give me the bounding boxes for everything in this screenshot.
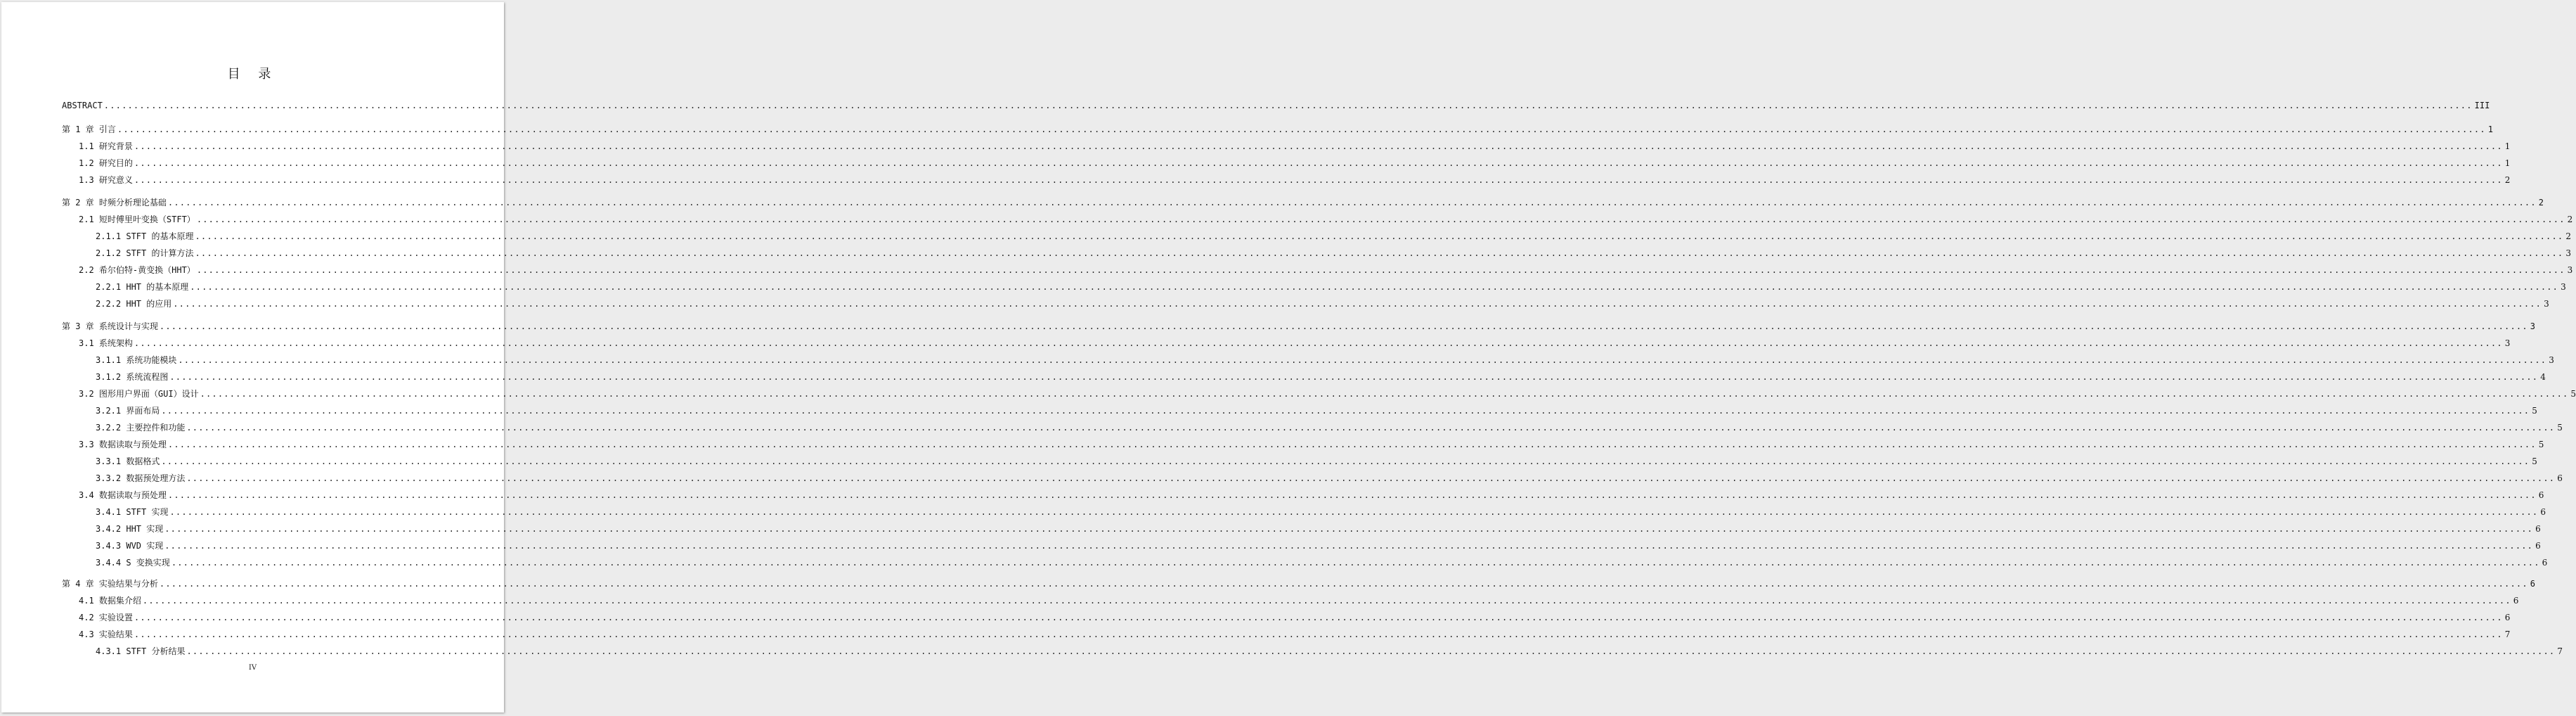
toc-entry-title: 4.3.1 STFT 分析结果 (96, 646, 186, 656)
toc-entry[interactable] (79, 489, 2544, 501)
toc-entry-title: 2.2 希尔伯特-黄变换（HHT） (79, 265, 195, 275)
dot-leader: ................................................................................................................................................................................................................................................................................................................................................................................................................ (159, 579, 2528, 589)
toc-entry[interactable] (79, 337, 2511, 350)
toc-entry-page: 1 (2504, 141, 2511, 151)
dot-leader: ................................................................................................................................................................................................................................................................................................................................................................................................................ (167, 198, 2537, 207)
dot-leader: ................................................................................................................................................................................................................................................................................................................................................................................................................ (161, 456, 2530, 466)
dot-leader: ................................................................................................................................................................................................................................................................................................................................................................................................................ (159, 321, 2528, 331)
toc-entry-page: 2 (2567, 215, 2573, 224)
toc-entry-title: 4.2 实验设置 (79, 613, 133, 622)
toc-entry-title: 3.3.1 数据格式 (96, 456, 160, 466)
toc-entry-title: 1.2 研究目的 (79, 158, 133, 168)
toc-entry[interactable] (96, 539, 2541, 552)
dot-leader: ................................................................................................................................................................................................................................................................................................................................................................................................................ (167, 440, 2537, 449)
toc-entry-title: 第 2 章 时频分析理论基础 (62, 198, 167, 207)
toc-entry-page: 5 (2570, 389, 2576, 399)
toc-entry-title: 3.2.1 界面布局 (96, 406, 160, 416)
toc-entry-page: 6 (2557, 473, 2563, 483)
toc-entry-page: 3 (2561, 282, 2566, 292)
dot-leader: ................................................................................................................................................................................................................................................................................................................................................................................................................ (200, 389, 2569, 399)
toc-entry[interactable] (96, 404, 2537, 417)
toc-entry-page: 6 (2504, 613, 2511, 622)
dot-leader: ................................................................................................................................................................................................................................................................................................................................................................................................................ (196, 265, 2565, 275)
dot-leader: ................................................................................................................................................................................................................................................................................................................................................................................................................ (103, 101, 2473, 110)
toc-entry-page: 2 (2504, 175, 2511, 185)
toc-entry-page: 5 (2557, 423, 2563, 433)
toc-entry-title: 3.4.1 STFT 实现 (96, 507, 169, 517)
toc-entry-title: 2.1.2 STFT 的计算方法 (96, 248, 194, 258)
toc-entry[interactable] (96, 281, 2566, 293)
toc-entry-page: 6 (2540, 507, 2546, 517)
toc-entry-title: 2.1.1 STFT 的基本原理 (96, 231, 194, 241)
dot-leader: ................................................................................................................................................................................................................................................................................................................................................................................................................ (196, 215, 2565, 224)
toc-entry-page: 6 (2535, 541, 2541, 551)
toc-entry-page: 3 (2565, 248, 2571, 258)
toc-entry-title: 3.1.1 系统功能模块 (96, 355, 177, 365)
toc-entry-title: 3.4 数据读取与预处理 (79, 490, 167, 500)
dot-leader: ................................................................................................................................................................................................................................................................................................................................................................................................................ (186, 473, 2556, 483)
toc-entry-title: 3.3.2 数据预处理方法 (96, 473, 186, 483)
toc-entry[interactable] (96, 455, 2537, 468)
dot-leader: ................................................................................................................................................................................................................................................................................................................................................................................................................ (178, 355, 2547, 365)
dot-leader: ................................................................................................................................................................................................................................................................................................................................................................................................................ (134, 629, 2503, 639)
toc-entry-page: 3 (2530, 321, 2535, 331)
document-page (1, 2, 2576, 712)
toc-entry-title: 4.3 实验结果 (79, 629, 133, 639)
dot-leader: ................................................................................................................................................................................................................................................................................................................................................................................................................ (134, 175, 2503, 185)
toc-entry-page: 6 (2538, 490, 2544, 500)
toc-entry[interactable] (79, 140, 2511, 153)
toc-entry-page: 6 (2535, 524, 2541, 534)
toc-entry[interactable] (96, 506, 2546, 518)
dot-leader: ................................................................................................................................................................................................................................................................................................................................................................................................................ (134, 158, 2503, 168)
toc-entry-title: 3.3 数据读取与预处理 (79, 440, 167, 449)
dot-leader: ................................................................................................................................................................................................................................................................................................................................................................................................................ (195, 231, 2564, 241)
toc-entry-page: 1 (2504, 158, 2511, 168)
toc-entry-title: 第 4 章 实验结果与分析 (62, 579, 158, 589)
toc-entry[interactable] (96, 371, 2546, 383)
toc-entry-page: 2 (2538, 198, 2544, 207)
dot-leader: ................................................................................................................................................................................................................................................................................................................................................................................................................ (195, 248, 2564, 258)
toc-entry-page: 6 (2513, 596, 2519, 606)
toc-entry-title: ABSTRACT (62, 101, 103, 110)
toc-entry-page: 3 (2544, 299, 2549, 309)
toc-entry-title: 3.4.3 WVD 实现 (96, 541, 164, 551)
toc-entry-title: 3.4.2 HHT 实现 (96, 524, 164, 534)
toc-title: 目 录 (227, 67, 278, 82)
toc-entry[interactable] (62, 123, 2493, 136)
toc-entry-title: 2.2.1 HHT 的基本原理 (96, 282, 189, 292)
toc-entry[interactable] (96, 645, 2563, 658)
toc-entry[interactable] (96, 247, 2571, 260)
toc-entry[interactable] (96, 421, 2563, 434)
dot-leader: ................................................................................................................................................................................................................................................................................................................................................................................................................ (142, 596, 2511, 606)
toc-entry[interactable] (96, 556, 2548, 569)
toc-entry-title: 1.1 研究背景 (79, 141, 133, 151)
dot-leader: ................................................................................................................................................................................................................................................................................................................................................................................................................ (117, 124, 2486, 134)
toc-entry-page: 5 (2538, 440, 2544, 449)
toc-entry-title: 2.1 短时傅里叶变换（STFT） (79, 215, 195, 224)
toc-entry-page: III (2474, 101, 2490, 110)
dot-leader: ................................................................................................................................................................................................................................................................................................................................................................................................................ (164, 541, 2534, 551)
toc-entry-title: 3.2.2 主要控件和功能 (96, 423, 186, 433)
toc-entry[interactable] (96, 354, 2554, 366)
toc-entry-page: 5 (2532, 456, 2537, 466)
toc-entry-page: 7 (2504, 629, 2511, 639)
toc-entry-title: 第 1 章 引言 (62, 124, 116, 134)
toc-list (1, 2, 2576, 712)
toc-entry-page: 3 (2504, 338, 2511, 348)
toc-entry-title: 3.2 图形用户界面（GUI）设计 (79, 389, 199, 399)
dot-leader: ................................................................................................................................................................................................................................................................................................................................................................................................................ (169, 372, 2539, 382)
toc-entry-title: 3.1 系统架构 (79, 338, 133, 348)
toc-entry-page: 6 (2542, 558, 2548, 568)
dot-leader: ................................................................................................................................................................................................................................................................................................................................................................................................................ (190, 282, 2559, 292)
toc-entry-page: 3 (2567, 265, 2573, 275)
toc-entry-title: 3.4.4 S 变换实现 (96, 558, 170, 568)
toc-entry[interactable] (79, 438, 2544, 451)
toc-entry[interactable] (96, 472, 2563, 485)
toc-entry[interactable] (62, 320, 2535, 333)
toc-entry-page: 3 (2549, 355, 2554, 365)
toc-entry-title: 3.1.2 系统流程图 (96, 372, 169, 382)
dot-leader: ................................................................................................................................................................................................................................................................................................................................................................................................................ (167, 490, 2537, 500)
dot-leader: ................................................................................................................................................................................................................................................................................................................................................................................................................ (186, 423, 2556, 433)
toc-entry[interactable] (79, 628, 2511, 641)
toc-entry[interactable] (62, 101, 2490, 113)
dot-leader: ................................................................................................................................................................................................................................................................................................................................................................................................................ (134, 141, 2503, 151)
toc-entry[interactable] (79, 264, 2573, 276)
toc-entry[interactable] (96, 298, 2549, 310)
dot-leader: ................................................................................................................................................................................................................................................................................................................................................................................................................ (134, 613, 2503, 622)
dot-leader: ................................................................................................................................................................................................................................................................................................................................................................................................................ (169, 507, 2539, 517)
toc-entry[interactable] (96, 230, 2571, 243)
dot-leader: ................................................................................................................................................................................................................................................................................................................................................................................................................ (134, 338, 2503, 348)
toc-entry-page: 5 (2532, 406, 2537, 416)
toc-entry-page: 1 (2487, 124, 2493, 134)
toc-entry-title: 4.1 数据集介绍 (79, 596, 141, 606)
dot-leader: ................................................................................................................................................................................................................................................................................................................................................................................................................ (164, 524, 2534, 534)
toc-entry-page: 2 (2565, 231, 2571, 241)
toc-entry[interactable] (79, 611, 2511, 624)
toc-entry[interactable] (79, 174, 2511, 186)
toc-entry-title: 2.2.2 HHT 的应用 (96, 299, 172, 309)
toc-entry[interactable] (79, 388, 2576, 400)
toc-entry[interactable] (62, 577, 2535, 590)
toc-entry-page: 7 (2557, 646, 2563, 656)
toc-entry-title: 1.3 研究意义 (79, 175, 133, 185)
toc-entry-page: 4 (2540, 372, 2546, 382)
dot-leader: ................................................................................................................................................................................................................................................................................................................................................................................................................ (173, 299, 2542, 309)
toc-entry-page: 6 (2530, 579, 2535, 589)
toc-entry[interactable] (79, 213, 2573, 226)
toc-entry[interactable] (62, 196, 2544, 209)
page-number: IV (248, 664, 257, 672)
toc-entry[interactable] (79, 157, 2511, 170)
toc-entry[interactable] (79, 594, 2519, 607)
toc-entry-title: 第 3 章 系统设计与实现 (62, 321, 158, 331)
toc-entry[interactable] (96, 523, 2541, 535)
dot-leader: ................................................................................................................................................................................................................................................................................................................................................................................................................ (186, 646, 2556, 656)
dot-leader: ................................................................................................................................................................................................................................................................................................................................................................................................................ (161, 406, 2530, 416)
dot-leader: ................................................................................................................................................................................................................................................................................................................................................................................................................ (171, 558, 2540, 568)
